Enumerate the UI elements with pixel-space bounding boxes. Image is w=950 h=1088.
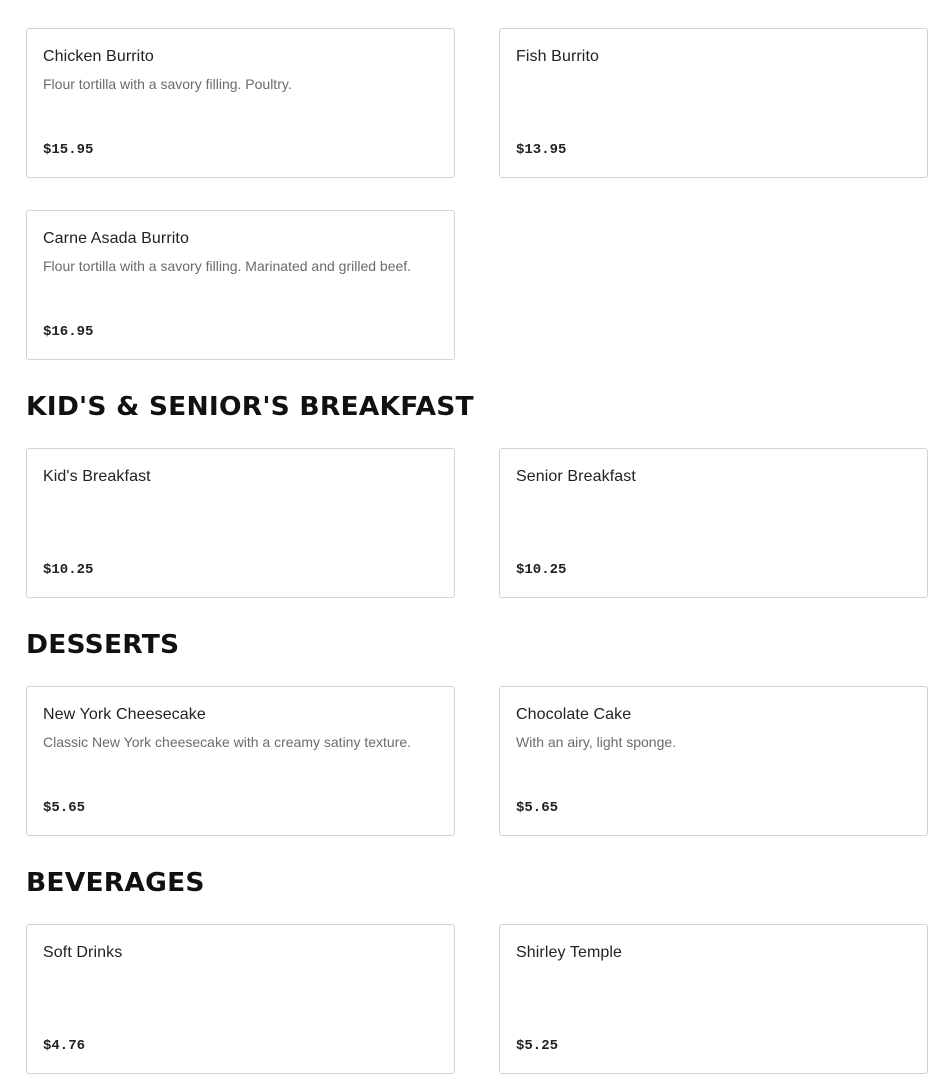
menu-item-price: $5.65 (43, 800, 86, 816)
menu-item-card[interactable] (26, 210, 455, 360)
menu-item-price: $10.25 (43, 562, 94, 578)
menu-item-name: Fish Burrito (516, 48, 599, 65)
menu-item-card[interactable] (26, 448, 455, 598)
menu-item-card[interactable] (26, 924, 455, 1074)
menu-item-card[interactable] (26, 28, 455, 178)
menu-item-price: $15.95 (43, 142, 94, 158)
menu-item-price: $5.65 (516, 800, 559, 816)
section-title: BEVERAGES (26, 868, 205, 898)
menu-item-description: Classic New York cheesecake with a creamy satiny texture. (43, 734, 412, 750)
menu-item-description: Flour tortilla with a savory filling. Poultry. (43, 76, 292, 92)
menu-item-card[interactable] (499, 924, 928, 1074)
section-title: DESSERTS (26, 630, 180, 660)
menu-item-name: Kid's Breakfast (43, 468, 151, 485)
section-title: KID'S & SENIOR'S BREAKFAST (26, 392, 474, 422)
menu-item-card[interactable] (26, 686, 455, 836)
menu-item-name: Shirley Temple (516, 944, 623, 961)
menu-item-card[interactable] (499, 448, 928, 598)
menu-item-card[interactable] (499, 28, 928, 178)
menu-item-card[interactable] (499, 686, 928, 836)
menu-item-price: $16.95 (43, 324, 94, 340)
menu-item-price: $10.25 (516, 562, 567, 578)
menu-item-name: New York Cheesecake (43, 706, 206, 723)
menu-item-price: $4.76 (43, 1038, 86, 1054)
menu-item-name: Chocolate Cake (516, 706, 632, 723)
menu-item-name: Carne Asada Burrito (43, 230, 189, 247)
menu-item-price: $5.25 (516, 1038, 559, 1054)
menu-item-name: Soft Drinks (43, 944, 123, 961)
menu-item-description: With an airy, light sponge. (516, 734, 677, 750)
menu-item-name: Chicken Burrito (43, 48, 154, 65)
menu-item-name: Senior Breakfast (516, 468, 636, 485)
menu-item-description: Flour tortilla with a savory filling. Marinated and grilled beef. (43, 258, 412, 274)
menu-item-price: $13.95 (516, 142, 567, 158)
